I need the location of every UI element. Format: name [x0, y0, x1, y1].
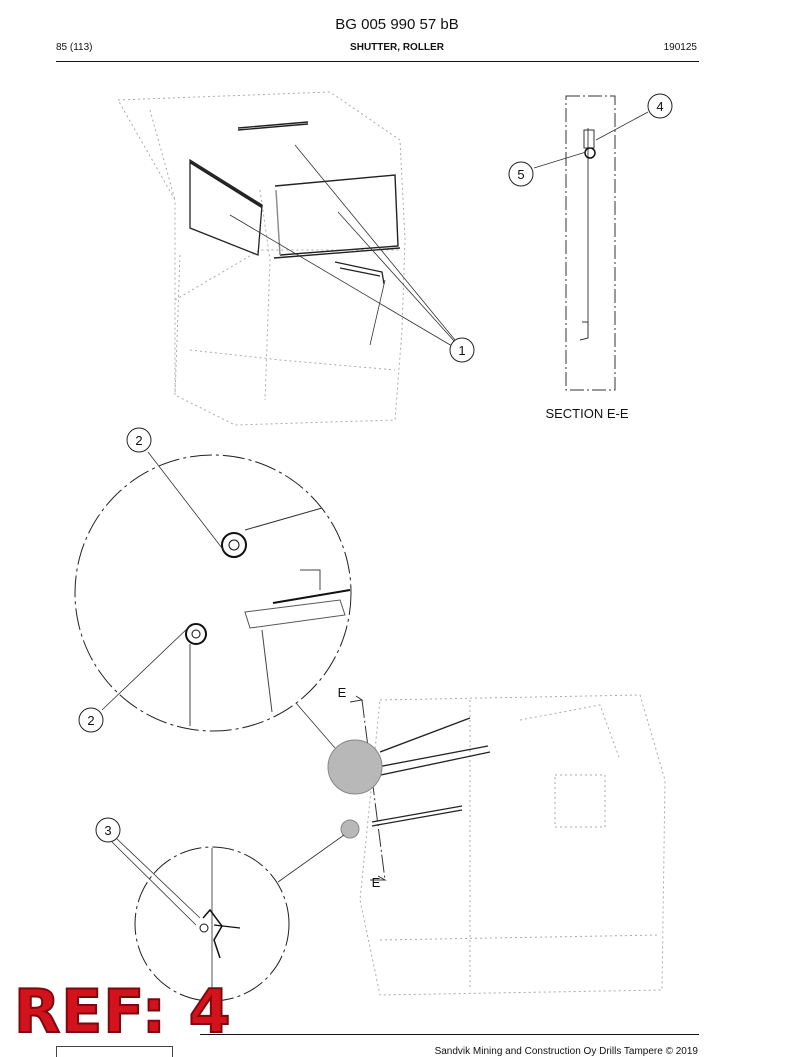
- section-mark-bottom: E: [371, 875, 381, 890]
- callout-3-text: 3: [104, 823, 112, 838]
- callout-2-bottom-text: 2: [87, 713, 95, 728]
- document-number: BG 005 990 57 bB: [335, 16, 459, 33]
- leader-lines-1: [230, 145, 455, 346]
- reference-stamp: REF: 4: [14, 977, 232, 1047]
- logo-icon: [56, 1046, 173, 1057]
- callout-4-text: 4: [656, 99, 664, 114]
- section-ee-view: [534, 96, 648, 390]
- callout-1-text: 1: [458, 343, 466, 358]
- rear-shutter: [372, 718, 490, 826]
- callout-5-text: 5: [517, 167, 525, 182]
- detail-view-2: [75, 452, 351, 731]
- page-number: 85 (113): [56, 42, 93, 53]
- cabin-view: [118, 92, 405, 425]
- rear-view: [360, 695, 665, 995]
- date-code: 190125: [663, 42, 697, 53]
- section-mark-top: E: [337, 685, 347, 700]
- section-title: SHUTTER, ROLLER: [350, 42, 444, 53]
- callout-2-top-text: 2: [135, 433, 143, 448]
- detail-highlight-top: [328, 740, 382, 794]
- footer-copyright: Sandvik Mining and Construction Oy Drills Tampere © 2019: [434, 1046, 698, 1057]
- roller-shutter-top: [238, 122, 400, 258]
- footer-rule: [200, 1034, 699, 1035]
- section-label: SECTION E-E: [545, 406, 629, 421]
